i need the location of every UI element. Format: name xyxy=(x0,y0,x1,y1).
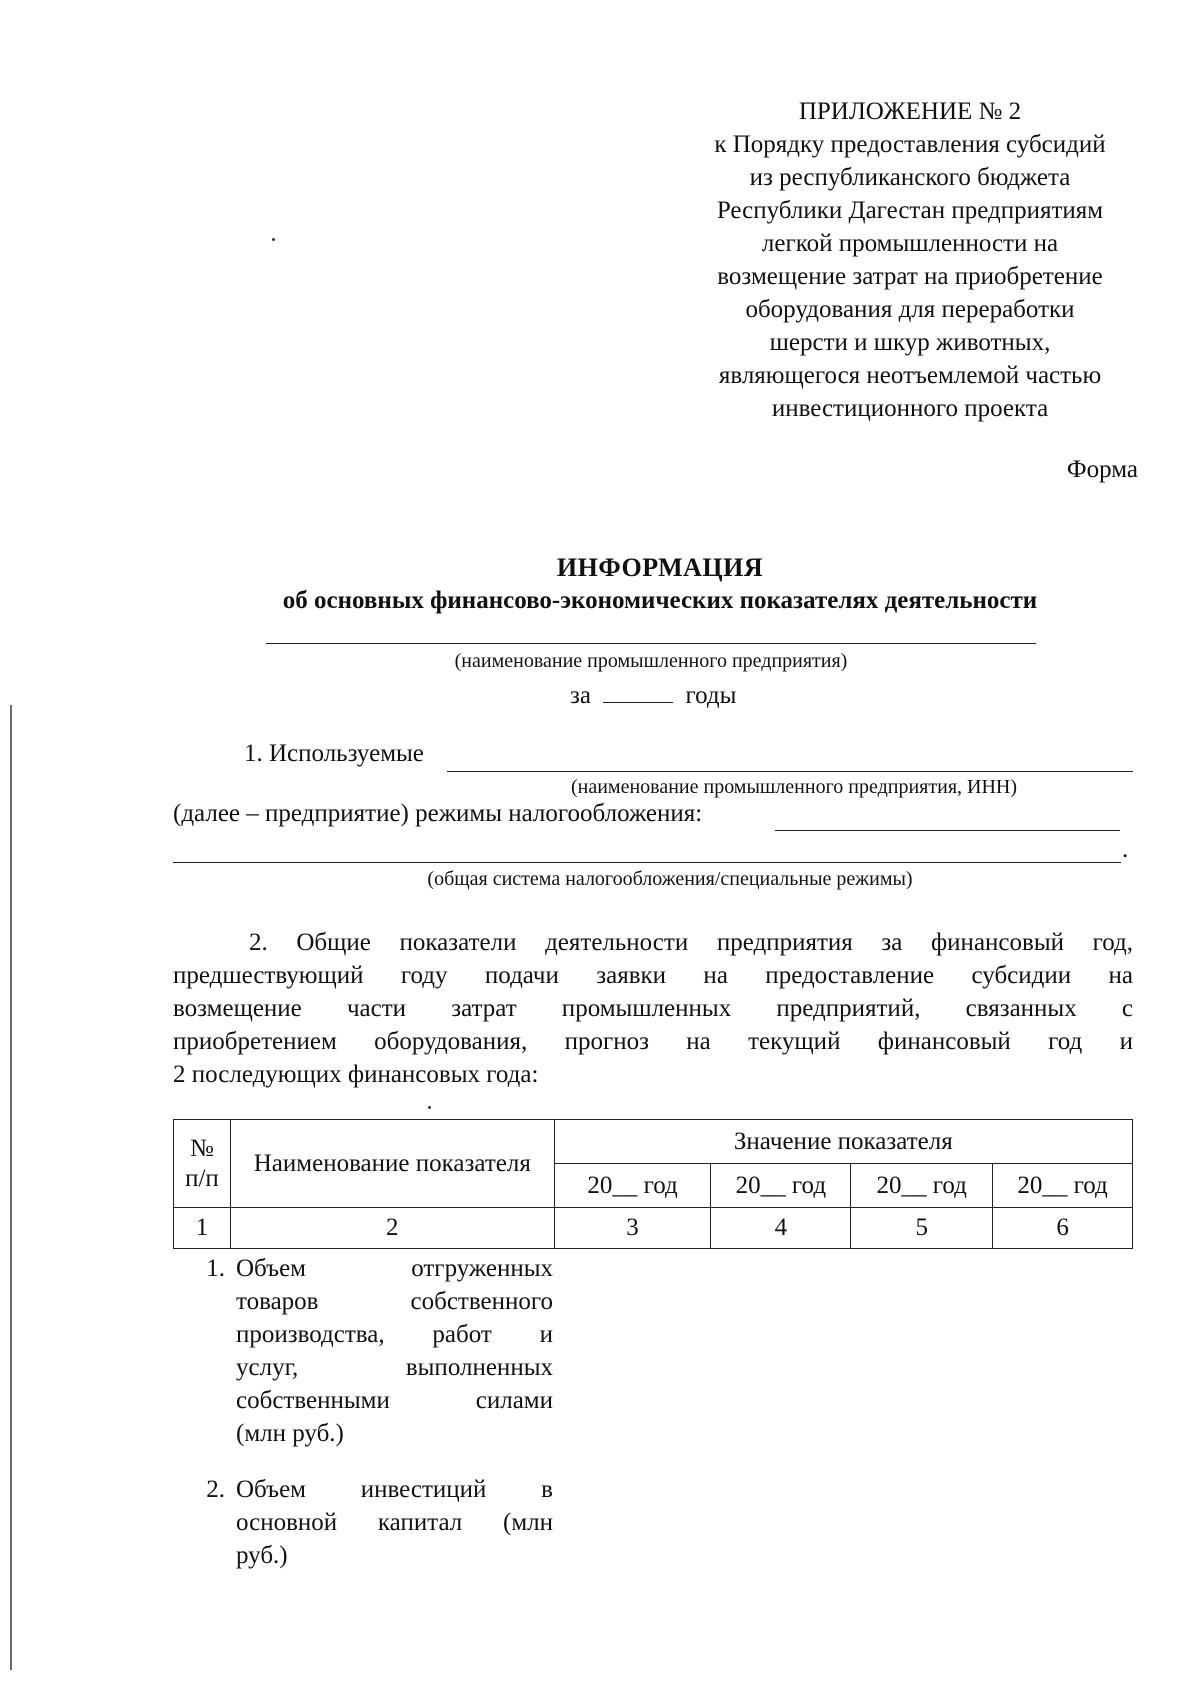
section1-end-mark: . xyxy=(1122,836,1129,863)
enterprise-name-blank[interactable] xyxy=(266,643,1036,644)
period-blank[interactable] xyxy=(603,680,673,703)
tax-regime-blank[interactable] xyxy=(775,830,1120,831)
appendix-line: шерсти и шкур животных, xyxy=(769,329,1051,356)
year-cell[interactable]: 20__ год xyxy=(993,1164,1133,1208)
table-row xyxy=(173,1252,553,1452)
period-suffix: годы xyxy=(685,682,737,709)
tax-regime-blank-2[interactable] xyxy=(173,862,1121,863)
appendix-line: легкой промышленности на xyxy=(761,230,1059,257)
year-cell[interactable]: 20__ год xyxy=(554,1164,711,1208)
year-cell[interactable]: 20__ год xyxy=(851,1164,993,1208)
appendix-line: оборудования для переработки xyxy=(745,296,1075,323)
scan-speck xyxy=(428,1106,431,1109)
appendix-line: инвестиционного проекта xyxy=(771,395,1049,422)
section2-line: возмещение части затрат промышленных предприятий, связанных с xyxy=(173,995,1133,1022)
document-subtitle: об основных финансово-экономических показателях деятельности xyxy=(282,587,1038,614)
row-text-line: Объем отгруженных xyxy=(236,1255,553,1282)
row-text-line: товаров собственного xyxy=(236,1288,553,1315)
enterprise-name-caption: (наименование промышленного предприятия) xyxy=(454,650,848,672)
section1-line2: (далее – предприятие) режимы налогообложения: xyxy=(173,800,703,827)
column-number-cell: 3 xyxy=(554,1208,711,1249)
header-value-cell: Значение показателя xyxy=(554,1120,1132,1164)
column-number-cell: 5 xyxy=(851,1208,993,1249)
scan-speck xyxy=(272,238,275,241)
column-number-cell: 6 xyxy=(993,1208,1133,1249)
appendix-line: ПРИЛОЖЕНИЕ № 2 xyxy=(798,98,1022,125)
section1-caption1: (наименование промышленного предприятия, ИНН) xyxy=(570,776,1018,798)
section1-enterprise-blank[interactable] xyxy=(447,771,1133,772)
indicators-table xyxy=(173,1119,1133,1249)
header-num-line1: № xyxy=(190,1134,214,1162)
row-text-line: (млн руб.) xyxy=(236,1420,344,1447)
document-title: ИНФОРМАЦИЯ xyxy=(556,553,764,582)
section2-line: 2 последующих финансовых года: xyxy=(173,1061,539,1088)
row-number: 2. xyxy=(206,1476,225,1503)
table-column-numbers-row xyxy=(174,1208,1133,1249)
row-number: 1. xyxy=(206,1255,225,1282)
row-indicator-name xyxy=(236,1252,553,1450)
row-text-line: руб.) xyxy=(236,1542,288,1569)
row-text-line: услуг, выполненных xyxy=(236,1354,553,1381)
row-text-line: Объем инвестиций в xyxy=(236,1476,553,1503)
column-number-cell: 4 xyxy=(711,1208,851,1249)
appendix-line: из республиканского бюджета xyxy=(749,164,1071,191)
appendix-line: Республики Дагестан предприятиям xyxy=(716,197,1104,224)
appendix-block xyxy=(660,95,1160,425)
column-number-cell: 2 xyxy=(230,1208,554,1249)
section2-line: приобретением оборудования, прогноз на текущий финансовый год и xyxy=(173,1028,1133,1055)
header-num-line2: п/п xyxy=(185,1164,219,1192)
period-prefix: за xyxy=(570,682,591,709)
header-name-cell: Наименование показателя xyxy=(230,1120,554,1208)
scan-edge-artifact xyxy=(10,705,12,1670)
table-row xyxy=(173,1473,553,1583)
header-num-cell xyxy=(174,1120,231,1208)
section1-label: 1. Используемые xyxy=(244,740,424,767)
appendix-line: являющегося неотъемлемой частью xyxy=(718,362,1102,389)
row-indicator-name xyxy=(236,1473,553,1572)
appendix-line: к Порядку предоставления субсидий xyxy=(714,131,1106,158)
row-text-line: собственными силами xyxy=(236,1387,553,1414)
section1-caption2: (общая система налогообложения/специальные режимы) xyxy=(427,868,913,890)
section2-line: 2. Общие показатели деятельности предприятия за финансовый год, xyxy=(249,929,1133,956)
section2-paragraph xyxy=(173,926,1133,1091)
year-cell[interactable]: 20__ год xyxy=(711,1164,851,1208)
table-header-row xyxy=(174,1120,1133,1164)
section2-line: предшествующий году подачи заявки на предоставление субсидии на xyxy=(173,962,1133,989)
form-label: Форма xyxy=(1066,456,1138,483)
column-number-cell: 1 xyxy=(174,1208,231,1249)
appendix-line: возмещение затрат на приобретение xyxy=(717,263,1103,290)
period-line xyxy=(570,680,736,710)
row-text-line: основной капитал (млн xyxy=(236,1509,553,1536)
row-text-line: производства, работ и xyxy=(236,1321,553,1348)
